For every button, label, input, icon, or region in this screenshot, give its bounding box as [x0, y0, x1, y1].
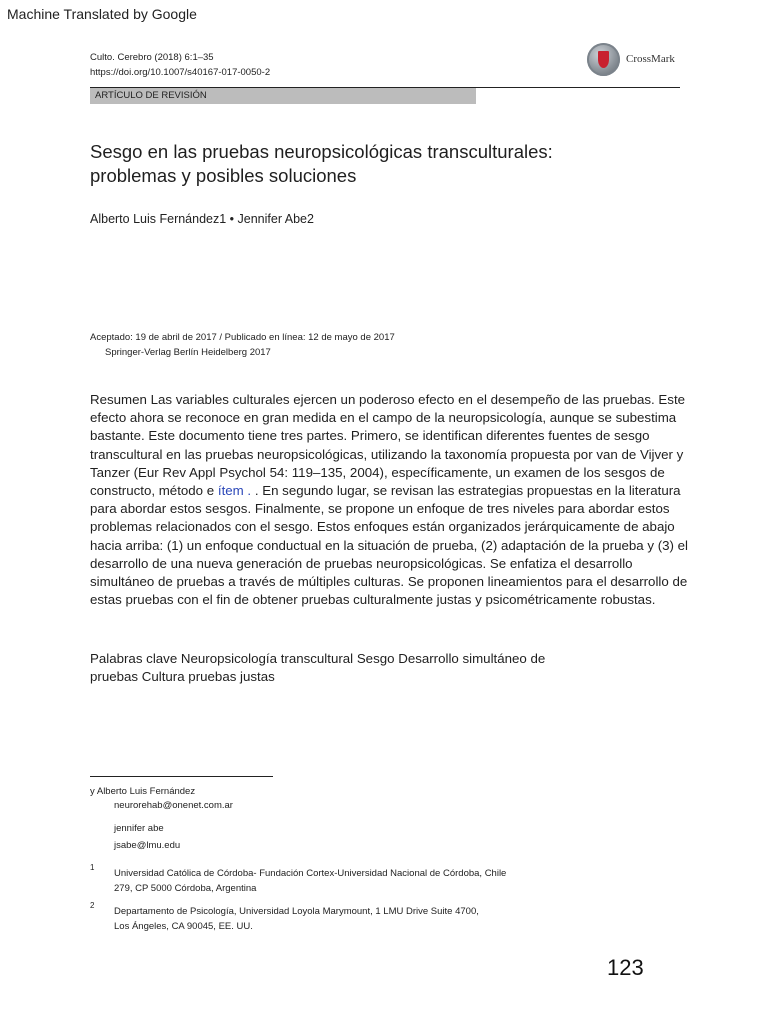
page-number: 123 [607, 955, 644, 980]
corresponding-author: y Alberto Luis Fernández [90, 786, 196, 797]
title-line-2: problemas y posibles soluciones [90, 165, 357, 186]
crossmark-label: CrossMark [626, 53, 675, 65]
machine-translated-label: Machine Translated by Google [7, 6, 197, 22]
keywords-line-1: Palabras clave Neuropsicología transcultural Sesgo Desarrollo simultáneo de [90, 651, 546, 666]
accepted-published-dates: Aceptado: 19 de abril de 2017 / Publicado en línea: 12 de mayo de 2017 [90, 332, 395, 343]
crossmark-badge[interactable] [587, 42, 687, 78]
author-list: Alberto Luis Fernández1 • Jennifer Abe2 [90, 212, 314, 226]
copyright-line: Springer-Verlag Berlín Heidelberg 2017 [105, 347, 271, 358]
affiliation-1-line-2: 279, CP 5000 Córdoba, Argentina [114, 883, 257, 894]
affiliation-1-number: 1 [90, 863, 95, 872]
abstract-text-part-1: Resumen Las variables culturales ejercen un poderoso efecto en el desempeño de las pruebas. Este efecto ahora se reconoce en gran medida en el campo de la neuropsicología, aunque se subestima bastante. Este documento tiene tres partes. Primero, se identifican diferentes fuentes de sesgo transcultural en las pruebas neuropsicológicas, utilizando la taxonomía propuesta por van de Vijver y Tanzer (Eur Rev Appl Psychol 54: 119–135, 2004), específicamente, un examen de los sesgos de constructo, método e [90, 392, 686, 499]
affiliation-2-line-2: Los Ángeles, CA 90045, EE. UU. [114, 921, 253, 932]
footnote-rule [90, 776, 273, 777]
doi-link[interactable]: https://doi.org/10.1007/s40167-017-0050-2 [90, 67, 271, 78]
article-title [90, 140, 690, 188]
abstract-text-part-2: . En segundo lugar, se revisan las estrategias propuestas en la literatura para abordar estos sesgos. Finalmente, se propone un enfoque de tres niveles para abordar estos problemas relacionados con el sesgo. Estos enfoques están organizados jerárquicamente de abajo hacia arriba: (1) un enfoque conductual en la situación de prueba, (2) adaptación de la prueba y (3) el desarrollo de una nueva generación de pruebas neuropsicológicas. Se enfatiza el desarrollo simultáneo de pruebas a través de múltiples culturas. Se proponen lineamientos para el desarrollo de estas pruebas con el fin de obtener pruebas culturalmente justas y psicométricamente robustas. [90, 483, 689, 608]
affiliation-2-number: 2 [90, 901, 95, 910]
journal-citation: Culto. Cerebro (2018) 6:1–35 [90, 52, 214, 63]
publication-dates [90, 330, 395, 360]
keywords-line-2: pruebas Cultura pruebas justas [90, 669, 275, 685]
affiliation-2-line-1: Departamento de Psicología, Universidad Loyola Marymount, 1 LMU Drive Suite 4700, [114, 906, 479, 917]
crossmark-icon [587, 43, 620, 76]
affiliation-1-line-1: Universidad Católica de Córdoba- Fundación Cortex-Universidad Nacional de Córdoba, Chile [114, 868, 507, 879]
title-line-1: Sesgo en las pruebas neuropsicológicas transculturales: [90, 141, 553, 162]
email-fernandez[interactable]: neurorehab@onenet.com.ar [114, 800, 233, 811]
abstract-link[interactable]: ítem . [217, 483, 252, 499]
abstract [90, 391, 695, 609]
second-author-name: jennifer abe [114, 823, 164, 834]
email-abe[interactable]: jsabe@lmu.edu [114, 840, 181, 851]
article-type-bar: ARTÍCULO DE REVISIÓN [90, 88, 476, 104]
keywords [90, 650, 690, 686]
